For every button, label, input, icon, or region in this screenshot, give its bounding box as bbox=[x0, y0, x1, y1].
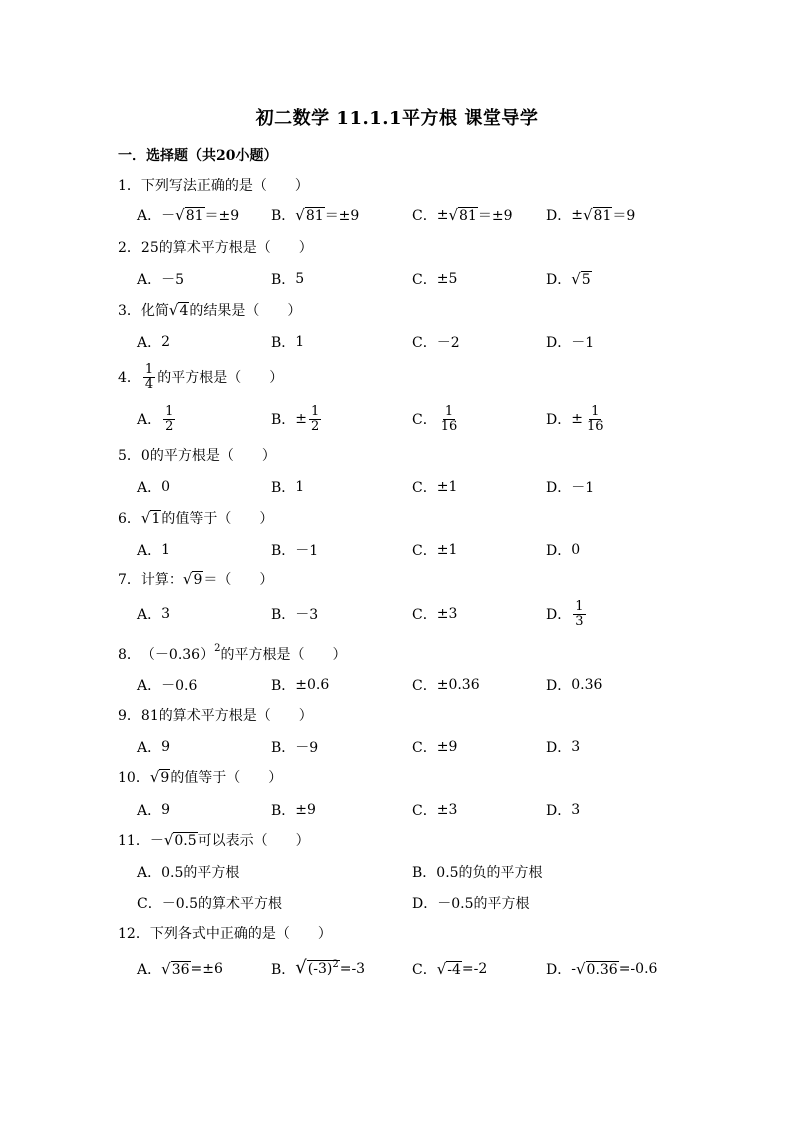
denominator: 16 bbox=[586, 418, 604, 434]
option-text: ±1 bbox=[436, 542, 458, 558]
question-text: 81的算术平方根是（ ） bbox=[140, 708, 313, 724]
option-d[interactable] bbox=[546, 472, 594, 502]
sqrt-expression: √ 5 bbox=[571, 269, 591, 288]
question-number: 10． bbox=[118, 770, 150, 786]
option-text: ±9 bbox=[295, 802, 316, 818]
section-heading: 一．选择题（共20小题） bbox=[118, 148, 278, 164]
option-suffix: =-2 bbox=[461, 961, 488, 977]
option-text: 3 bbox=[161, 606, 171, 622]
option-label: B． bbox=[271, 607, 296, 623]
question-text: 0的平方根是（ ） bbox=[140, 448, 276, 464]
option-c[interactable] bbox=[412, 535, 457, 565]
option-a[interactable] bbox=[137, 954, 223, 984]
option-label: B． bbox=[271, 335, 296, 351]
option-c[interactable] bbox=[412, 597, 457, 631]
sqrt-expression: √ -4 bbox=[436, 959, 461, 978]
option-label: D． bbox=[546, 480, 572, 496]
question-6 bbox=[118, 508, 273, 528]
option-prefix: － bbox=[161, 208, 176, 224]
option-b[interactable] bbox=[271, 327, 304, 357]
option-label: B． bbox=[412, 865, 437, 881]
question-7 bbox=[118, 569, 273, 589]
radicand: 5 bbox=[581, 271, 591, 288]
sqrt-expression: √ $(-3)^2$ bbox=[295, 957, 339, 978]
options-4 bbox=[137, 402, 697, 436]
option-d[interactable] bbox=[546, 954, 657, 984]
options-2 bbox=[137, 264, 697, 294]
option-label: D． bbox=[546, 962, 572, 978]
option-d[interactable] bbox=[546, 597, 588, 631]
question-prefix: － bbox=[149, 833, 164, 849]
option-label: C． bbox=[412, 740, 437, 756]
option-label: A． bbox=[137, 272, 162, 288]
radicand: -4 bbox=[447, 961, 461, 978]
option-text: ±5 bbox=[436, 271, 458, 287]
option-text: 5 bbox=[295, 271, 305, 287]
option-suffix: =-0.6 bbox=[618, 961, 658, 977]
question-3 bbox=[118, 300, 301, 320]
option-label: A． bbox=[137, 678, 162, 694]
options-10 bbox=[137, 795, 697, 825]
option-prefix: - bbox=[571, 961, 576, 977]
option-a[interactable] bbox=[137, 327, 170, 357]
option-c[interactable] bbox=[412, 472, 457, 502]
question-text: 的结果是（ ） bbox=[189, 303, 302, 319]
option-label: C． bbox=[137, 896, 162, 912]
question-11 bbox=[118, 830, 310, 850]
option-label: B． bbox=[271, 803, 296, 819]
option-a[interactable] bbox=[137, 535, 170, 565]
option-d[interactable] bbox=[546, 200, 635, 230]
option-b[interactable] bbox=[412, 857, 543, 887]
option-label: A． bbox=[137, 865, 162, 881]
option-label: D． bbox=[546, 208, 572, 224]
exponent: 2 bbox=[214, 642, 221, 654]
question-number: 11． bbox=[118, 833, 150, 849]
option-label: B． bbox=[271, 480, 296, 496]
denominator: 2 bbox=[311, 418, 320, 434]
option-label: D． bbox=[546, 272, 572, 288]
sqrt-expression: √ 81 bbox=[448, 205, 477, 224]
question-prefix: 化简 bbox=[140, 303, 169, 319]
option-label: A． bbox=[137, 208, 162, 224]
option-label: C． bbox=[412, 335, 437, 351]
option-d[interactable] bbox=[546, 264, 592, 294]
question-text: 25的算术平方根是（ ） bbox=[140, 240, 313, 256]
option-prefix: ± bbox=[571, 207, 583, 223]
question-number: 3． bbox=[118, 303, 141, 319]
option-label: C． bbox=[412, 543, 437, 559]
sqrt-expression: √ 0.36 bbox=[575, 959, 618, 978]
sqrt-expression: √ 9 bbox=[182, 569, 203, 588]
option-d[interactable] bbox=[546, 535, 580, 565]
question-number: 4． bbox=[118, 370, 141, 386]
radicand: 81 bbox=[185, 207, 204, 224]
option-text: 0.5的负的平方根 bbox=[436, 865, 543, 881]
radicand bbox=[307, 960, 340, 979]
options-8 bbox=[137, 670, 697, 700]
option-text: 1 bbox=[295, 334, 305, 350]
question-number: 6． bbox=[118, 511, 141, 527]
option-a[interactable] bbox=[137, 472, 170, 502]
option-c[interactable] bbox=[412, 670, 480, 700]
radicand: 4 bbox=[179, 302, 189, 319]
option-b[interactable] bbox=[271, 472, 304, 502]
option-suffix: ＝±9 bbox=[324, 208, 360, 224]
question-4 bbox=[118, 360, 283, 394]
question-text: 的值等于（ ） bbox=[161, 511, 274, 527]
option-label: A． bbox=[137, 740, 162, 756]
option-text: －0.5的平方根 bbox=[437, 896, 530, 912]
option-d[interactable] bbox=[546, 670, 602, 700]
radicand-base: (-3) bbox=[307, 961, 333, 977]
option-a[interactable] bbox=[137, 732, 170, 762]
question-12 bbox=[118, 924, 332, 942]
question-base: （－0.36） bbox=[140, 647, 215, 663]
question-number: 8． bbox=[118, 647, 141, 663]
option-text: －0.5的算术平方根 bbox=[161, 896, 282, 912]
option-label: C． bbox=[412, 480, 437, 496]
option-label: D． bbox=[546, 803, 572, 819]
question-number: 9． bbox=[118, 708, 141, 724]
sqrt-expression: √ 81 bbox=[175, 205, 204, 224]
option-text: －9 bbox=[295, 740, 319, 756]
numerator: 1 bbox=[165, 403, 174, 419]
option-c[interactable] bbox=[412, 327, 460, 357]
option-text: 0 bbox=[571, 542, 581, 558]
option-label: B． bbox=[271, 543, 296, 559]
option-label: D． bbox=[546, 607, 572, 623]
options-1 bbox=[137, 200, 697, 230]
option-c[interactable] bbox=[412, 200, 512, 230]
option-d[interactable] bbox=[546, 402, 608, 436]
numerator: 1 bbox=[575, 598, 584, 614]
option-b[interactable] bbox=[271, 795, 316, 825]
option-label: B． bbox=[271, 740, 296, 756]
option-c[interactable] bbox=[412, 795, 457, 825]
option-text: 0.5的平方根 bbox=[161, 865, 240, 881]
question-2 bbox=[118, 238, 313, 256]
option-text: －2 bbox=[436, 335, 460, 351]
option-c[interactable] bbox=[412, 954, 487, 984]
option-label: A． bbox=[137, 543, 162, 559]
option-suffix: =-3 bbox=[339, 961, 366, 977]
option-label: A． bbox=[137, 962, 162, 978]
option-d[interactable] bbox=[546, 327, 594, 357]
fraction bbox=[143, 363, 155, 392]
option-text: ±3 bbox=[436, 802, 458, 818]
option-sign: ± bbox=[571, 411, 583, 427]
option-label: B． bbox=[271, 208, 296, 224]
option-text: ±0.36 bbox=[436, 677, 480, 693]
option-text: －0.6 bbox=[161, 678, 198, 694]
option-b[interactable] bbox=[271, 264, 304, 294]
option-text: 0.36 bbox=[571, 677, 603, 693]
option-a[interactable] bbox=[137, 597, 170, 631]
option-label: B． bbox=[271, 962, 296, 978]
option-text: －1 bbox=[571, 335, 595, 351]
sqrt-expression: √ 4 bbox=[168, 300, 189, 319]
options-7 bbox=[137, 597, 697, 631]
option-label: C． bbox=[412, 208, 437, 224]
option-text: ±0.6 bbox=[295, 677, 330, 693]
option-text: －5 bbox=[161, 272, 185, 288]
question-text: 的值等于（ ） bbox=[170, 770, 283, 786]
option-label: C． bbox=[412, 962, 437, 978]
question-number: 12． bbox=[118, 926, 150, 942]
option-label: A． bbox=[137, 607, 162, 623]
option-text: 3 bbox=[571, 739, 581, 755]
sqrt-expression: √ 36 bbox=[161, 959, 190, 978]
sqrt-expression: √ 81 bbox=[295, 205, 324, 224]
option-label: D． bbox=[546, 740, 572, 756]
question-text: 的平方根是（ ） bbox=[157, 370, 284, 386]
option-c[interactable] bbox=[412, 732, 457, 762]
option-label: A． bbox=[137, 803, 162, 819]
option-a[interactable] bbox=[137, 795, 170, 825]
radicand: 9 bbox=[193, 571, 203, 588]
option-label: D． bbox=[546, 335, 572, 351]
options-12 bbox=[137, 954, 697, 984]
option-a[interactable] bbox=[137, 402, 177, 436]
option-a[interactable] bbox=[137, 857, 239, 887]
option-label: C． bbox=[412, 803, 437, 819]
options-9 bbox=[137, 732, 697, 762]
option-label: B． bbox=[271, 678, 296, 694]
option-label: B． bbox=[271, 412, 296, 428]
sqrt-expression: √ 0.5 bbox=[163, 830, 197, 849]
fraction bbox=[439, 405, 460, 434]
options-11-row1 bbox=[137, 857, 697, 887]
option-text: ±9 bbox=[436, 739, 458, 755]
option-suffix: ＝9 bbox=[612, 208, 636, 224]
question-5 bbox=[118, 446, 276, 464]
option-label: D． bbox=[546, 543, 572, 559]
question-number: 7． bbox=[118, 572, 141, 588]
options-6 bbox=[137, 535, 697, 565]
option-b[interactable] bbox=[271, 200, 359, 230]
question-text: 可以表示（ ） bbox=[197, 833, 310, 849]
radicand: 0.36 bbox=[586, 961, 618, 978]
question-text: ＝（ ） bbox=[203, 572, 274, 588]
option-suffix: ＝±9 bbox=[477, 208, 513, 224]
sqrt-expression: √ 1 bbox=[140, 508, 161, 527]
option-label: D． bbox=[412, 896, 438, 912]
radicand: 81 bbox=[305, 207, 324, 224]
denominator: 16 bbox=[440, 418, 458, 434]
numerator: 1 bbox=[311, 403, 320, 419]
option-c[interactable] bbox=[412, 402, 461, 436]
option-sign: ± bbox=[295, 411, 308, 427]
option-label: C． bbox=[412, 412, 437, 428]
options-5 bbox=[137, 472, 697, 502]
option-b[interactable] bbox=[271, 670, 329, 700]
question-8 bbox=[118, 644, 346, 664]
option-label: A． bbox=[137, 480, 162, 496]
option-c[interactable] bbox=[412, 264, 457, 294]
sqrt-expression: √ 81 bbox=[582, 205, 612, 224]
option-a[interactable] bbox=[137, 264, 184, 294]
option-text: ±1 bbox=[436, 479, 458, 495]
question-number: 1． bbox=[118, 178, 141, 194]
question-text: 下列写法正确的是（ ） bbox=[140, 178, 309, 194]
fraction bbox=[309, 405, 321, 434]
option-d[interactable] bbox=[546, 732, 580, 762]
option-text: －1 bbox=[571, 480, 595, 496]
option-text: 9 bbox=[161, 739, 171, 755]
sqrt-expression: √ 9 bbox=[149, 767, 170, 786]
exponent: 2 bbox=[332, 959, 339, 970]
fraction bbox=[585, 405, 606, 434]
option-text: －1 bbox=[295, 543, 319, 559]
fraction bbox=[573, 600, 585, 629]
option-label: C． bbox=[412, 272, 437, 288]
radicand: 1 bbox=[151, 510, 161, 527]
option-text: ±3 bbox=[436, 606, 458, 622]
denominator: 4 bbox=[144, 376, 154, 392]
radicand: 81 bbox=[459, 207, 477, 224]
question-number: 2． bbox=[118, 240, 141, 256]
question-1 bbox=[118, 176, 309, 194]
option-text: 1 bbox=[161, 542, 171, 558]
question-text: 的平方根是（ ） bbox=[220, 647, 347, 663]
option-label: C． bbox=[412, 678, 437, 694]
option-text: 1 bbox=[295, 479, 305, 495]
numerator: 1 bbox=[444, 403, 454, 419]
radicand: 81 bbox=[593, 207, 612, 224]
numerator: 1 bbox=[144, 361, 154, 377]
question-9 bbox=[118, 706, 313, 724]
option-label: D． bbox=[546, 678, 572, 694]
option-prefix: ± bbox=[436, 207, 449, 223]
radicand: 0.5 bbox=[174, 832, 197, 849]
option-d[interactable] bbox=[412, 888, 530, 918]
option-label: C． bbox=[412, 607, 437, 623]
option-b[interactable] bbox=[271, 954, 365, 984]
option-b[interactable] bbox=[271, 535, 318, 565]
option-b[interactable] bbox=[271, 402, 323, 436]
options-11-row2 bbox=[137, 888, 697, 918]
question-number: 5． bbox=[118, 448, 141, 464]
question-prefix: 计算： bbox=[140, 572, 183, 588]
option-label: B． bbox=[271, 272, 296, 288]
option-text: －3 bbox=[295, 607, 319, 623]
question-10 bbox=[118, 767, 282, 787]
fraction bbox=[163, 405, 175, 434]
option-c[interactable] bbox=[137, 888, 282, 918]
option-text: 9 bbox=[161, 802, 171, 818]
option-suffix: =±6 bbox=[190, 961, 223, 977]
option-a[interactable] bbox=[137, 670, 197, 700]
option-b[interactable] bbox=[271, 597, 318, 631]
option-text: 0 bbox=[161, 479, 171, 495]
option-text: 3 bbox=[571, 802, 581, 818]
option-a[interactable] bbox=[137, 200, 239, 230]
option-suffix: ＝±9 bbox=[204, 208, 240, 224]
radicand: 36 bbox=[171, 961, 190, 978]
denominator: 2 bbox=[165, 418, 174, 434]
option-label: A． bbox=[137, 335, 162, 351]
option-label: A． bbox=[137, 412, 162, 428]
option-text: 2 bbox=[161, 334, 171, 350]
option-b[interactable] bbox=[271, 732, 318, 762]
numerator: 1 bbox=[591, 403, 600, 419]
option-label: D． bbox=[546, 412, 572, 428]
question-text: 下列各式中正确的是（ ） bbox=[149, 926, 332, 942]
options-3 bbox=[137, 327, 697, 357]
option-d[interactable] bbox=[546, 795, 580, 825]
radicand: 9 bbox=[160, 769, 170, 786]
page-title: 初二数学 11.1.1平方根 课堂导学 bbox=[255, 108, 539, 129]
denominator: 3 bbox=[575, 613, 584, 629]
